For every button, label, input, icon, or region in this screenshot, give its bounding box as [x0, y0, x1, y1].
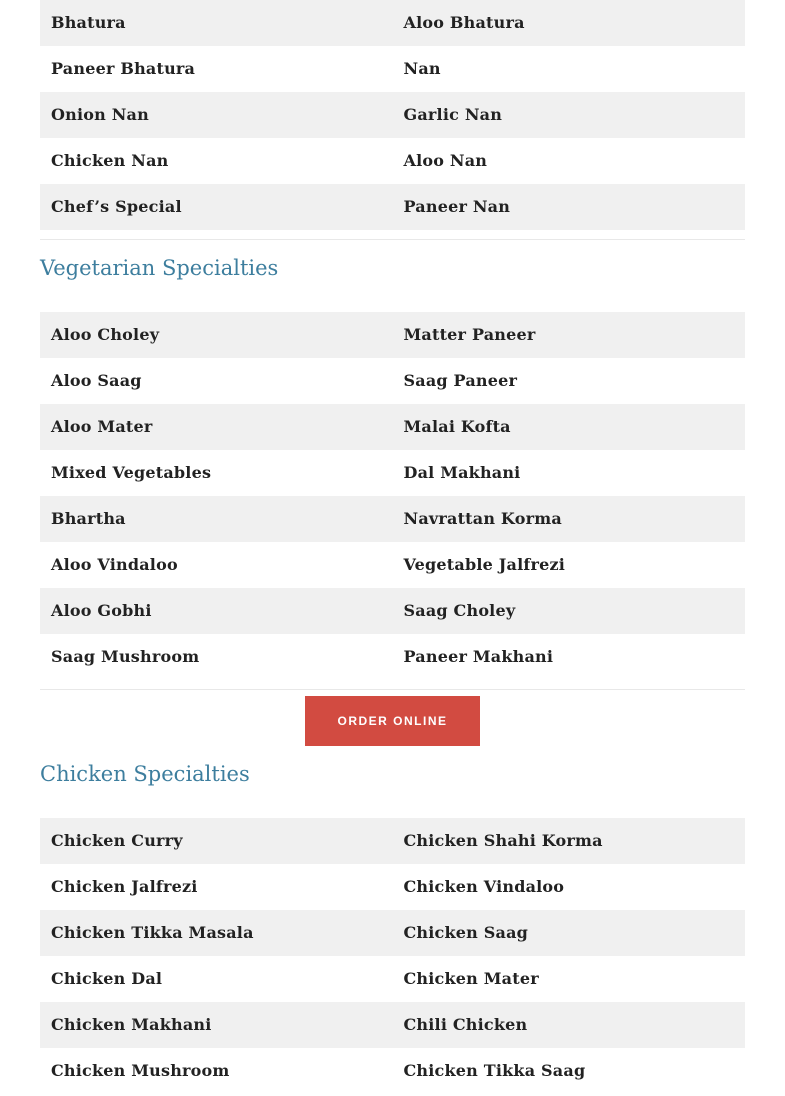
table-row: [40, 184, 745, 230]
vegetarian-specialties-heading: Vegetarian Specialties: [40, 256, 279, 280]
menu-item: Nan: [403, 59, 441, 78]
menu-item: Chili Chicken: [403, 1015, 528, 1034]
menu-item: Chicken Jalfrezi: [51, 877, 198, 896]
order-online-button[interactable]: ORDER ONLINE: [305, 696, 480, 746]
order-online-row: [40, 696, 745, 746]
breads-table: [40, 0, 745, 230]
table-row: [40, 1048, 745, 1094]
menu-item: Chicken Vindaloo: [403, 877, 565, 896]
table-row: [40, 542, 745, 588]
table-row: [40, 956, 745, 1002]
menu-item: Chicken Mushroom: [51, 1061, 230, 1080]
menu-item: Mixed Vegetables: [51, 463, 212, 482]
table-row: [40, 910, 745, 956]
table-row: [40, 818, 745, 864]
chicken-specialties-heading: Chicken Specialties: [40, 762, 250, 786]
vegetarian-specialties-table: [40, 312, 745, 680]
menu-item: Aloo Vindaloo: [51, 555, 178, 574]
menu-item: Malai Kofta: [403, 417, 511, 436]
menu-item: Onion Nan: [51, 105, 149, 124]
menu-item: Navrattan Korma: [403, 509, 562, 528]
menu-item: Bhatura: [51, 13, 126, 32]
menu-item: Aloo Mater: [51, 417, 153, 436]
table-row: [40, 358, 745, 404]
menu-item: Matter Paneer: [403, 325, 536, 344]
menu-item: Aloo Bhatura: [403, 13, 525, 32]
menu-item: Chicken Tikka Masala: [51, 923, 254, 942]
menu-item: Paneer Nan: [403, 197, 511, 216]
table-row: [40, 404, 745, 450]
menu-item: Saag Paneer: [403, 371, 518, 390]
menu-item: Saag Mushroom: [51, 647, 200, 666]
menu-item: Dal Makhani: [403, 463, 521, 482]
menu-item: Chicken Tikka Saag: [403, 1061, 586, 1080]
menu-item: Chicken Shahi Korma: [403, 831, 603, 850]
menu-item: Chicken Mater: [403, 969, 539, 988]
menu-item: Aloo Choley: [51, 325, 160, 344]
menu-item: Chicken Nan: [51, 151, 169, 170]
section-divider: [40, 689, 745, 690]
menu-item: Chicken Curry: [51, 831, 183, 850]
table-row: [40, 138, 745, 184]
menu-item: Aloo Nan: [403, 151, 488, 170]
menu-item: Saag Choley: [403, 601, 516, 620]
menu-item: Chicken Saag: [403, 923, 529, 942]
table-row: [40, 588, 745, 634]
menu-item: Vegetable Jalfrezi: [403, 555, 566, 574]
table-row: [40, 312, 745, 358]
table-row: [40, 634, 745, 680]
menu-item: Chicken Dal: [51, 969, 163, 988]
table-row: [40, 496, 745, 542]
menu-item: Chicken Makhani: [51, 1015, 212, 1034]
table-row: [40, 864, 745, 910]
menu-item: Chef’s Special: [51, 197, 182, 216]
menu-item: Garlic Nan: [403, 105, 503, 124]
table-row: [40, 450, 745, 496]
table-row: [40, 0, 745, 46]
menu-item: Aloo Saag: [51, 371, 142, 390]
table-row: [40, 1002, 745, 1048]
chicken-specialties-table: [40, 818, 745, 1094]
menu-item: Paneer Makhani: [403, 647, 554, 666]
table-row: [40, 46, 745, 92]
section-divider: [40, 239, 745, 240]
table-row: [40, 92, 745, 138]
menu-item: Aloo Gobhi: [51, 601, 152, 620]
menu-item: Paneer Bhatura: [51, 59, 196, 78]
menu-item: Bhartha: [51, 509, 126, 528]
